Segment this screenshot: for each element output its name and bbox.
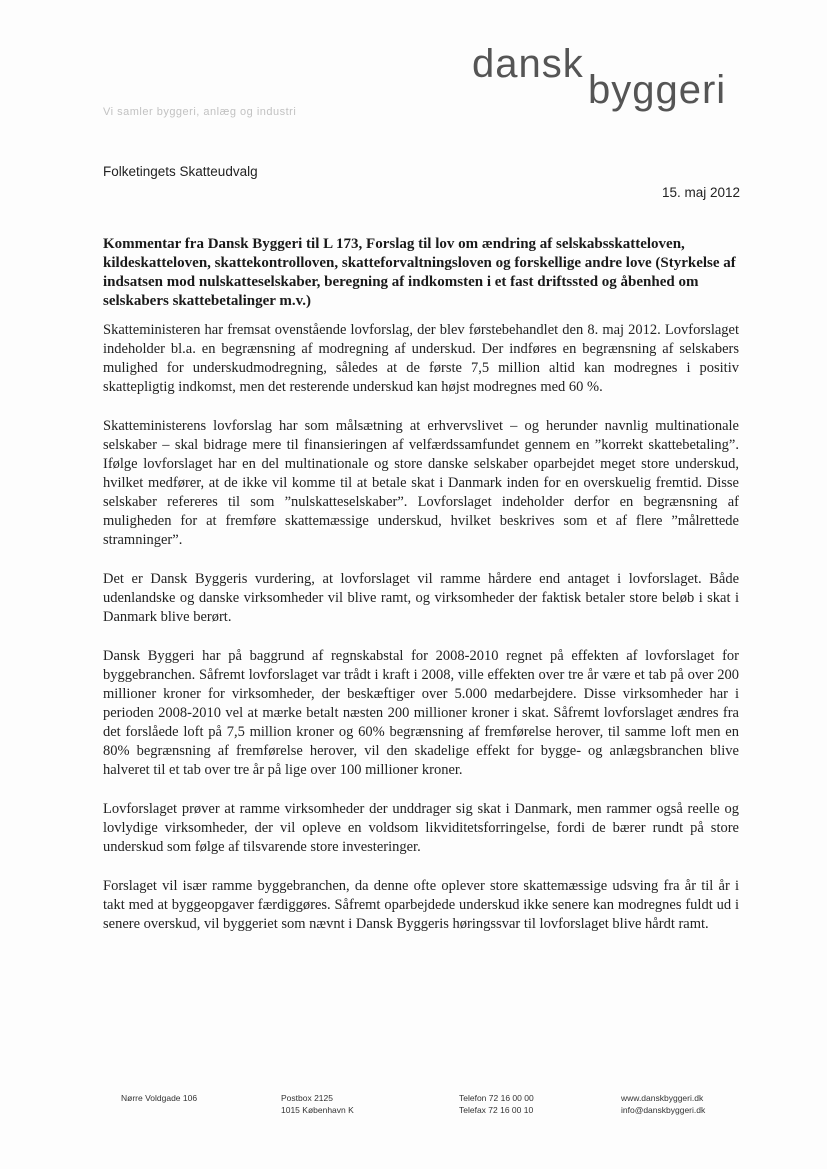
footer-address-column — [121, 1092, 197, 1104]
body-paragraph-5: Lovforslaget prøver at ramme virksomheder der unddrager sig skat i Danmark, men rammer også reelle og lovlydige virksomheder, der vil opleve en voldsom likviditetsforringelse, fordi de bærer rundt på store underskud som følge af tilsvarende store investeringer. — [103, 801, 739, 855]
recipient: Folketingets Skatteudvalg — [103, 164, 258, 179]
subject-heading: Kommentar fra Dansk Byggeri til L 173, Forslag til lov om ændring af selskabsskatteloven, kildeskatteloven, skattekontrolloven, skatteforvaltningsloven og forskellige andre love (Styrkelse af indsatsen mod nulskatteselskaber, beregning af indkomsten i et fast driftssted og åbenhed om selskabers skattebetalinger m.v.) — [103, 236, 736, 309]
logo-word-dansk: dansk — [472, 42, 584, 86]
letter-date: 15. maj 2012 — [661, 185, 740, 200]
footer-phone: Telefon 72 16 00 00 — [459, 1093, 534, 1103]
dansk-byggeri-logo — [472, 44, 742, 114]
body-paragraph-3: Det er Dansk Byggeris vurdering, at lovforslaget vil ramme hårdere end antaget i lovforslaget. Både udenlandske og danske virksomheder vil blive ramt, og virksomheder der faktisk betaler store beløb i skat i Danmark blive berørt. — [103, 571, 739, 625]
footer-postal-city: 1015 København K — [281, 1105, 354, 1115]
letter-body — [103, 321, 739, 954]
footer-postbox: Postbox 2125 — [281, 1093, 333, 1103]
letterhead-tagline: Vi samler byggeri, anlæg og industri — [103, 106, 297, 118]
footer-phone-column — [459, 1092, 534, 1116]
footer-fax: Telefax 72 16 00 10 — [459, 1105, 534, 1115]
logo-word-byggeri: byggeri — [588, 68, 727, 112]
body-paragraph-4: Dansk Byggeri har på baggrund af regnskabstal for 2008-2010 regnet på effekten af lovforslaget for byggebranchen. Såfremt lovforslaget var trådt i kraft i 2008, ville effekten over tre år være et tab på over 200 millioner kroner for virksomheder, der beskæftiger over 5.000 medarbejdere. Disse virksomheder har i perioden 2008-2010 vel at mærke betalt næsten 200 millioner kroner i skat. Såfremt lovforslaget ændres fra det forslåede loft på 7,5 million kroner og 60% begrænsning af fremførelse herover, til samme loft men en 80% begrænsning af fremførelse herover, vil den skadelige effekt for bygge- og anlægsbranchen blive halveret til et tab over tre år på lige over 100 millioner kroner. — [103, 648, 739, 778]
footer-website: www.danskbyggeri.dk — [621, 1093, 704, 1103]
body-paragraph-2: Skatteministerens lovforslag har som målsætning at erhvervslivet – og herunder navnlig multinationale selskaber – skal bidrage mere til finansieringen af velfærdssamfundet gennem en ”korrekt skattebetaling”. Ifølge lovforslaget har en del multinationale og store danske selskaber oparbejdet meget store underskud, hvilket medfører, at de ikke vil komme til at betale skat i Danmark inden for en overskuelig fremtid. Disse selskaber refereres til som ”nulskatteselskaber”. Lovforslaget indeholder derfor en begrænsning af muligheden for at fremføre skattemæssige underskud, hvilket beskrives som et af flere ”målrettede stramninger”. — [103, 418, 739, 548]
footer-web-column — [621, 1092, 705, 1116]
footer-postbox-column — [281, 1092, 354, 1116]
footer-email: info@danskbyggeri.dk — [621, 1105, 706, 1115]
footer-street-address: Nørre Voldgade 106 — [121, 1093, 198, 1103]
body-paragraph-1: Skatteministeren har fremsat ovenstående lovforslag, der blev førstebehandlet den 8. maj 2012. Lovforslaget indeholder bl.a. en begrænsning af modregning af underskud. Der indføres en begrænsning af selskabers mulighed for underskudmodregning, således at de første 7,5 million altid kan modregnes i positiv skattepligtig indkomst, men det resterende underskud kan højst modregnes med 60 %. — [103, 322, 739, 395]
body-paragraph-6: Forslaget vil især ramme byggebranchen, da denne ofte oplever store skattemæssige udsving fra år til år i takt med at byggeopgaver færdiggøres. Såfremt oparbejdede underskud ikke senere kan modregnes fuldt ud i senere overskud, vil byggeriet som nævnt i Dansk Byggeris høringssvar til lovforslaget blive hårdt ramt. — [103, 878, 739, 932]
